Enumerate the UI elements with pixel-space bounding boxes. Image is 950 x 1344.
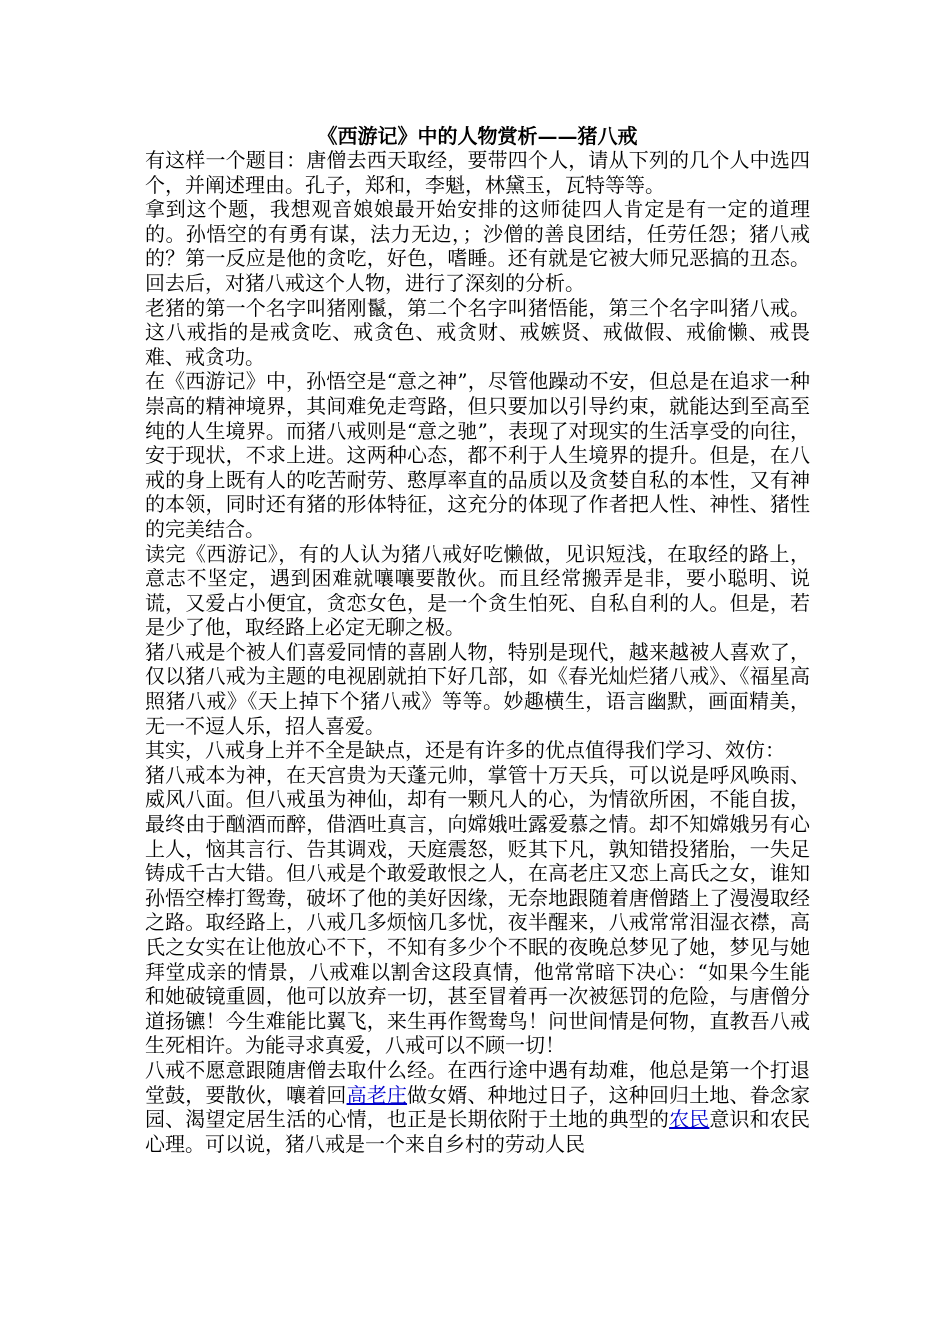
paragraph-9-text-3: 意识和农民心理。可以说，猪八戒是一个来自乡村的劳动人民 (145, 1107, 810, 1156)
nongmin-link[interactable]: 农民 (669, 1107, 710, 1132)
document-page (145, 124, 810, 1156)
gaolaozhuang-link[interactable]: 高老庄 (346, 1082, 408, 1107)
paragraph-2: 拿到这个题，我想观音娘娘最开始安排的这师徒四人肯定是有一定的道理的。孙悟空的有勇有谋，法力无边，；沙僧的善良团结，任劳任怨；猪八戒的？第一反应是他的贪吃，好色，嗜睡。还有就是它被大师兄恶搞的丑态。回去后，对猪八戒这个人物，进行了深刻的分析。 (145, 197, 810, 295)
paragraph-7: 其实，八戒身上并不全是缺点，还是有许多的优点值得我们学习、效仿： (145, 738, 785, 763)
paragraph-4: 在《西游记》中，孙悟空是“意之神”，尽管他躁动不安，但总是在追求一种崇高的精神境界，其间难免走弯路，但只要加以引导约束，就能达到至高至纯的人生境界。而猪八戒则是“意之驰”，表现了对现实的生活享受的向往，安于现状，不求上进。这两种心态，都不利于人生境界的提升。但是，在八戒的身上既有人的吃苦耐劳、憨厚率直的品质以及贪婪自私的本性，又有神的本领，同时还有猪的形体特征，这充分的体现了作者把人性、神性、猪性的完美结合。 (145, 369, 810, 541)
document-title: 《西游记》中的人物赏析——猪八戒 (317, 124, 638, 148)
paragraph-9-text-1: 八戒不愿意跟随唐僧去取什么经。在西行途中遇有劫难，他总是第一个打退堂鼓，要散伙，嚷着回 (145, 1057, 810, 1107)
paragraph-5: 读完《西游记》，有的人认为猪八戒好吃懒做，见识短浅，在取经的路上，意志不坚定，遇到困难就嚷嚷要散伙。而且经常搬弄是非，要小聪明、说谎，又爱占小便宜，贪恋女色，是一个贪生怕死、自私自利的人。但是，若是少了他，取经路上必定无聊之极。 (145, 541, 810, 640)
paragraph-3: 老猪的第一个名字叫猪刚鬣，第二个名字叫猪悟能，第三个名字叫猪八戒。这八戒指的是戒贪吃、戒贪色、戒贪财、戒嫉贤、戒做假、戒偷懒、戒畏难、戒贪功。 (145, 295, 810, 369)
paragraph-6: 猪八戒是个被人们喜爱同情的喜剧人物，特别是现代，越来越被人喜欢了，仅以猪八戒为主题的电视剧就拍下好几部，如《春光灿烂猪八戒》、《福星高照猪八戒》《天上掉下个猪八戒》等等。妙趣横生，语言幽默，画面精美，无一不逗人乐，招人喜爱。 (145, 639, 810, 738)
paragraph-9 (145, 1058, 810, 1156)
paragraph-8: 猪八戒本为神，在天宫贵为天蓬元帅，掌管十万天兵，可以说是呼风唤雨、威风八面。但八戒虽为神仙，却有一颗凡人的心，为情欲所困，不能自拔，最终由于酗酒而醉，借酒吐真言，向嫦娥吐露爱慕之情。却不知嫦娥另有心上人，恼其言行、告其调戏，天庭震怒，贬其下凡，孰知错投猪胎，一失足铸成千古大错。但八戒是个敢爱敢恨之人，在高老庄又恋上高氏之女，谁知孙悟空棒打鸳鸯，破坏了他的美好因缘，无奈地跟随着唐僧踏上了漫漫取经之路。取经路上，八戒几多烦恼几多忧，夜半醒来，八戒常常泪湿衣襟，高氏之女实在让他放心不下，不知有多少个不眠的夜晚总梦见了她，梦见与她拜堂成亲的情景，八戒难以割舍这段真情，他常常暗下决心：“如果今生能和她破镜重圆，他可以放弃一切，甚至冒着再一次被惩罚的危险，与唐僧分道扬镳！今生难能比翼飞，来生再作鸳鸯鸟！问世间情是何物，直教吾八戒生死相许。为能寻求真爱，八戒可以不顾一切！ (145, 762, 810, 1058)
paragraph-9-text-2: 做女婿、种地过日子，这种回归土地、眷念家园、渴望定居生活的心情，也正是长期依附于土地的典型的 (145, 1082, 810, 1132)
paragraph-1: 有这样一个题目：唐僧去西天取经，要带四个人，请从下列的几个人中选四个，并阐述理由。孔子，郑和，李魁，林黛玉，瓦特等等。 (145, 148, 810, 197)
